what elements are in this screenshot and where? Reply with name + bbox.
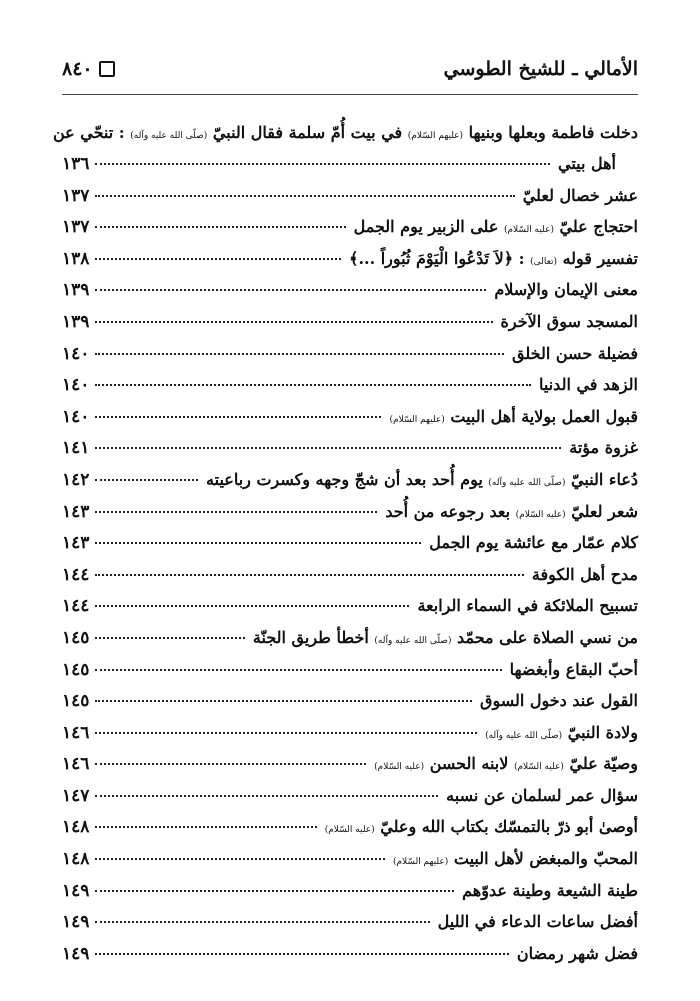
- toc-entry: [62, 496, 638, 528]
- toc-entry-honorific: (صلّى الله عليه وآله): [485, 730, 563, 741]
- toc-entry-text: القول عند دخول السوق: [480, 691, 638, 711]
- toc-entry: [62, 274, 638, 306]
- dot-leader: [95, 920, 429, 923]
- dot-leader: [95, 478, 198, 481]
- toc-entry-title: [510, 654, 638, 686]
- toc-entry-page: ١٤٩: [62, 912, 90, 933]
- toc-entry-title: [446, 780, 638, 812]
- toc-entry-text: المسجد سوق الآخرة: [500, 311, 638, 331]
- toc-entry: [62, 875, 638, 907]
- toc-entry: [62, 938, 638, 970]
- toc-entry-text: لابنه الحسن: [429, 754, 509, 774]
- toc-entry: [62, 654, 638, 686]
- toc-entry: [62, 180, 638, 212]
- toc-entry-page: ١٤٥: [62, 659, 90, 680]
- toc-entry-title: [349, 243, 638, 279]
- toc-entry-text: الزهد في الدنيا: [539, 375, 638, 395]
- toc-entry: [62, 243, 638, 275]
- toc-entry-text: غزوة مؤتة: [569, 438, 638, 458]
- dot-leader: [95, 541, 421, 544]
- toc-entry: [62, 369, 638, 401]
- toc-entry-page: ١٣٦: [62, 154, 90, 174]
- toc-entry-honorific: (صلّى الله عليه وآله): [488, 477, 566, 488]
- toc-entry-title: [253, 622, 638, 658]
- toc-entry: [62, 432, 638, 464]
- toc-entry-text: أخطأ طريق الجنّة: [252, 627, 369, 647]
- dot-leader: [95, 288, 486, 291]
- toc-entry-title: [354, 211, 638, 247]
- toc-entry-title: [417, 590, 638, 622]
- toc-entry-page: ١٤٤: [62, 564, 90, 585]
- toc-entry-honorific: (عليه السّلام): [374, 762, 425, 773]
- dot-leader: [95, 825, 316, 828]
- toc-entry-text: مدح أهل الكوفة: [531, 564, 638, 584]
- toc-entry: [62, 148, 638, 180]
- page-number-block: [62, 58, 115, 80]
- toc-entry-honorific: (تعالى): [530, 256, 557, 267]
- toc-entry: [62, 559, 638, 591]
- toc-entry-title: [523, 180, 638, 212]
- toc-entry-text: ولادة النبيّ: [567, 722, 638, 742]
- toc-entry-page: ١٤٩: [62, 943, 90, 964]
- toc-entry-page: ١٣٩: [62, 280, 90, 301]
- toc-entry-text: دُعاء النبيّ: [571, 469, 638, 489]
- toc-entry-honorific: (صلّى الله عليه وآله): [374, 635, 452, 646]
- toc-entry-text: سؤال عمر لسلمان عن نسبه: [446, 785, 638, 805]
- toc-entry-page: ١٤٣: [62, 533, 90, 554]
- page-number: ٨٤٠: [62, 58, 93, 80]
- toc-entry-text: على الزبير يوم الجمل: [353, 217, 499, 237]
- toc-entry-text: فضل شهر رمضان: [516, 943, 638, 963]
- toc-entry-title: [429, 527, 638, 559]
- dot-leader: [95, 162, 550, 165]
- toc-entry-title: [374, 748, 638, 784]
- toc-entry-text: وصيّة عليّ: [569, 754, 638, 774]
- toc-entry-text: تسبيح الملائكة في السماء الرابعة: [417, 596, 638, 616]
- toc-entry-text: أحبّ البقاع وأبغضها: [509, 659, 638, 679]
- toc-entry-page: ١٤٨: [62, 817, 90, 838]
- intro-honorific-1: (عليهم السّلام): [407, 131, 464, 141]
- toc-entry-title: [517, 938, 638, 970]
- intro-text-1: دخلت فاطمة وبعلها وبنيها: [468, 123, 638, 142]
- toc-entry-page: ١٤٨: [62, 849, 90, 870]
- toc-entry-page: ١٤٩: [62, 880, 90, 901]
- toc-entry-page: ١٤٧: [62, 785, 90, 806]
- toc-entry-page: ١٤٥: [62, 627, 90, 648]
- toc-entry-page: ١٤٦: [62, 754, 90, 775]
- dot-leader: [95, 794, 438, 797]
- toc-entry-title: [206, 464, 638, 500]
- toc-entry-honorific: (عليه السّلام): [515, 509, 566, 520]
- toc-entry-text: أهل بيتي: [557, 154, 616, 173]
- dot-leader: [95, 446, 561, 449]
- toc-entry-text: بعد رجوعه من أُحد: [385, 501, 511, 521]
- toc-entry-title: [539, 369, 638, 401]
- toc-entry: [62, 780, 638, 812]
- toc-entry-honorific: (عليه السّلام): [324, 825, 375, 836]
- toc-entry-title: [385, 496, 638, 532]
- toc-entry-text: يوم أُحد بعد أن شجّ وجهه وكسرت رباعيته: [206, 469, 483, 489]
- toc-entry-page: ١٣٧: [62, 217, 90, 238]
- toc-entry-text: عشر خصال لعليّ: [522, 185, 638, 205]
- toc-entry-page: ١٤٢: [62, 469, 90, 490]
- toc-entry-text: احتجاج عليّ: [559, 217, 638, 237]
- toc-entry: [62, 685, 638, 717]
- toc-entry-page: ١٣٩: [62, 311, 90, 332]
- toc-entry-page: ١٤٤: [62, 596, 90, 617]
- dot-leader: [95, 510, 377, 513]
- toc-entry-title: [532, 559, 638, 591]
- toc-entry-page: ١٤١: [62, 438, 90, 459]
- toc-entry-honorific: (عليه السّلام): [513, 762, 564, 773]
- dot-leader: [95, 668, 501, 671]
- toc-entry-page: ١٣٧: [62, 185, 90, 206]
- toc-entry: [62, 401, 638, 433]
- toc-entry: [62, 811, 638, 843]
- toc-entry-text: : ﴿لاَ تَدْعُوا الْيَوْمَ ثُبُوراً ...﴾: [349, 248, 525, 268]
- dot-leader: [95, 699, 472, 702]
- toc-entry-text: قبول العمل بولاية أهل البيت: [450, 406, 638, 426]
- toc-entry-honorific: (عليه السّلام): [503, 225, 554, 236]
- square-marker-icon: [99, 61, 115, 77]
- toc-entry-page: ١٣٨: [62, 248, 90, 269]
- toc-entry-title: [485, 717, 638, 753]
- toc-entry-title: [462, 875, 638, 907]
- dot-leader: [95, 857, 385, 860]
- dot-leader: [95, 731, 477, 734]
- toc-entry: [62, 843, 638, 875]
- dot-leader: [95, 257, 341, 260]
- toc-entry: [62, 306, 638, 338]
- toc-entry-page: ١٤٠: [62, 406, 90, 427]
- toc-intro-line: [52, 118, 638, 148]
- dot-leader: [95, 352, 504, 355]
- toc-entry-page: ١٤٣: [62, 501, 90, 522]
- toc-entry-title: [480, 685, 638, 717]
- dot-leader: [95, 225, 345, 228]
- toc-entry-text: أوصىٰ أبو ذرّ بالتمسّك بكتاب الله وعليّ: [380, 817, 638, 837]
- toc-entry: [62, 717, 638, 749]
- toc-entry-text: فضيلة حسن الخلق: [512, 343, 638, 363]
- toc-entry: [62, 464, 638, 496]
- toc-entry: [62, 211, 638, 243]
- toc-entry: [62, 748, 638, 780]
- toc-entry: [62, 590, 638, 622]
- page-header: [62, 52, 638, 92]
- toc-entry-text: شعر لعليّ: [571, 501, 638, 521]
- intro-text-3: : تنحّي عن: [52, 123, 125, 142]
- toc-entry: [62, 622, 638, 654]
- toc-entry: [62, 527, 638, 559]
- toc-entry: [62, 338, 638, 370]
- intro-honorific-2: (صلّى الله عليه وآله): [130, 131, 208, 141]
- table-of-contents: [52, 118, 638, 969]
- toc-entry-title: [393, 843, 638, 879]
- toc-entry-text: من نسي الصلاة على محمّد: [457, 627, 638, 647]
- dot-leader: [95, 952, 508, 955]
- toc-entry: [62, 906, 638, 938]
- toc-entry-title: [325, 811, 638, 847]
- dot-leader: [95, 383, 531, 386]
- toc-entry-title: [512, 338, 638, 370]
- toc-entry-honorific: (عليهم السّلام): [389, 414, 445, 425]
- dot-leader: [95, 573, 524, 576]
- toc-entry-title: [438, 906, 638, 938]
- intro-text-2: في بيت أُمّ سلمة فقال النبيّ: [212, 123, 403, 142]
- dot-leader: [95, 194, 514, 197]
- dot-leader: [95, 320, 492, 323]
- toc-entry-title: [569, 432, 638, 464]
- toc-entry-text: طينة الشيعة وطينة عدوّهم: [462, 880, 638, 900]
- toc-entry-page: ١٤٥: [62, 691, 90, 712]
- toc-entry-title: [501, 306, 638, 338]
- toc-entry-text: كلام عمّار مع عائشة يوم الجمل: [429, 533, 638, 553]
- toc-entry-text: أفضل ساعات الدعاء في الليل: [437, 912, 638, 932]
- toc-entry-page: ١٤٠: [62, 375, 90, 396]
- toc-entry-page: ١٤٦: [62, 722, 90, 743]
- toc-entry-text: المحبّ والمبغض لأهل البيت: [453, 849, 638, 869]
- dot-leader: [95, 636, 245, 639]
- toc-entry-text: تفسير قوله: [562, 248, 638, 268]
- toc-entry-text: معنى الإيمان والإسلام: [494, 280, 638, 300]
- header-divider: [62, 94, 638, 95]
- dot-leader: [95, 415, 381, 418]
- toc-entry-title: [494, 274, 638, 306]
- toc-entries: [62, 148, 638, 969]
- dot-leader: [95, 762, 366, 765]
- running-title: الأمالي ـ للشيخ الطوسي: [443, 58, 638, 80]
- dot-leader: [95, 889, 454, 892]
- dot-leader: [95, 604, 409, 607]
- toc-entry-title: [389, 401, 638, 437]
- toc-entry-title: [558, 148, 616, 180]
- toc-entry-honorific: (عليهم السّلام): [392, 857, 449, 868]
- toc-entry-page: ١٤٠: [62, 343, 90, 364]
